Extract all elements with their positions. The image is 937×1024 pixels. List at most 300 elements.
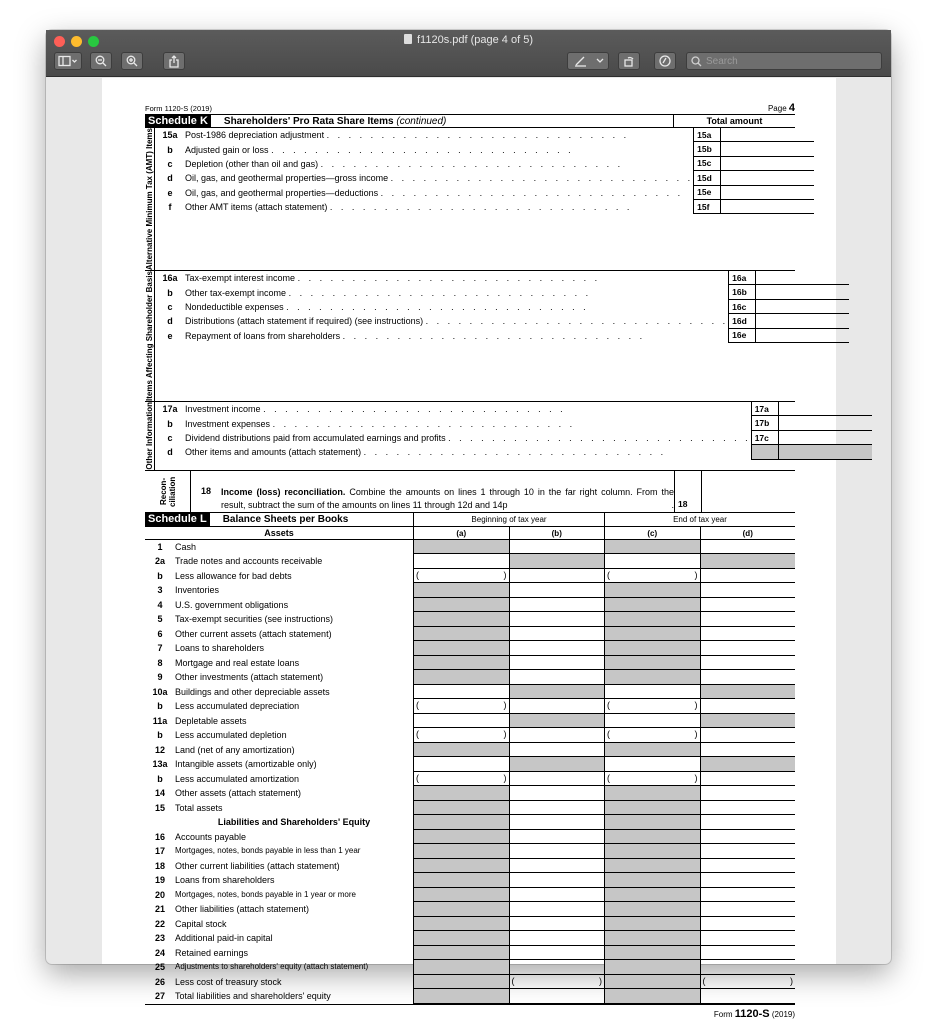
line-description: Less accumulated depreciation xyxy=(175,701,300,712)
col-d-cell xyxy=(700,554,796,569)
document-icon xyxy=(404,34,412,44)
balance-sheet-row xyxy=(145,815,795,830)
col-d-cell[interactable] xyxy=(700,844,796,859)
line-number: 5 xyxy=(157,614,163,625)
zoom-in-icon xyxy=(126,55,138,67)
col-c-cell[interactable] xyxy=(604,757,700,772)
share-button[interactable] xyxy=(163,52,185,70)
rotate-button[interactable] xyxy=(618,52,640,70)
line-description: Liabilities and Shareholders' Equity xyxy=(217,817,371,828)
group-label-text: Items Affecting Shareholder Basis xyxy=(145,271,154,402)
col-c-cell xyxy=(604,627,700,642)
amount-field[interactable] xyxy=(778,402,872,416)
col-d-cell xyxy=(700,714,796,729)
col-c-cell xyxy=(604,989,700,1004)
schedule-k-row xyxy=(155,285,849,299)
col-c-cell xyxy=(604,641,700,656)
form-footer xyxy=(145,1004,795,1020)
col-d-cell[interactable] xyxy=(700,598,796,613)
col-b-cell[interactable] xyxy=(509,801,605,816)
line-number: 18 xyxy=(154,860,165,871)
balance-sheet-row xyxy=(145,714,795,729)
col-b-cell[interactable] xyxy=(509,786,605,801)
col-c-cell xyxy=(604,801,700,816)
col-b-cell xyxy=(509,757,605,772)
col-c-cell xyxy=(604,888,700,903)
balance-sheet-row xyxy=(145,641,795,656)
schedule-k-header xyxy=(145,114,795,128)
balance-sheet-row xyxy=(145,540,795,555)
col-b-cell xyxy=(509,685,605,700)
balance-sheet-row xyxy=(145,902,795,917)
col-a-cell[interactable] xyxy=(413,685,509,700)
line-description: Other current liabilities (attach statement) xyxy=(175,860,340,871)
line-code: 17a xyxy=(751,402,778,416)
line-description-text: Other items and amounts (attach statement) xyxy=(185,447,362,458)
col-b-cell[interactable] xyxy=(509,931,605,946)
col-c-cell xyxy=(604,583,700,598)
sidebar-toggle-button[interactable] xyxy=(54,52,82,70)
line-description: Tax-exempt interest income . . . . . . . . . . . . . . . . . . . . . . . . . . . . xyxy=(185,273,601,284)
col-b-cell[interactable] xyxy=(509,569,605,584)
col-d-cell[interactable] xyxy=(700,989,796,1004)
schedule-l-rows xyxy=(145,540,795,1004)
col-a-cell xyxy=(413,917,509,932)
col-b-cell[interactable] xyxy=(509,743,605,758)
line-description: Other liabilities (attach statement) xyxy=(175,904,310,915)
col-b-cell[interactable] xyxy=(509,989,605,1004)
col-c-cell xyxy=(604,598,700,613)
line-description: Mortgages, notes, bonds payable in 1 year or more xyxy=(175,889,356,899)
pdf-page xyxy=(102,78,836,1020)
col-c-cell xyxy=(604,960,700,975)
col-d-cell[interactable] xyxy=(700,830,796,845)
col-d-cell[interactable] xyxy=(700,583,796,598)
line-description: Oil, gas, and geothermal properties—gross income . . . . . . . . . . . . . . . . . . . . . . . . . . . . xyxy=(185,173,694,184)
col-d-cell[interactable] xyxy=(700,699,796,714)
line-number: e xyxy=(167,187,173,198)
col-a-cell xyxy=(413,873,509,888)
page-number: 4 xyxy=(788,102,795,114)
col-d-cell[interactable] xyxy=(700,786,796,801)
line-number: c xyxy=(167,302,173,313)
col-d-cell[interactable] xyxy=(700,902,796,917)
line-number: b xyxy=(167,144,173,155)
amount-field[interactable] xyxy=(755,285,849,299)
col-b-cell[interactable] xyxy=(509,902,605,917)
line-number: 17a xyxy=(162,404,178,415)
balance-sheet-row xyxy=(145,656,795,671)
line-number: d xyxy=(167,447,173,458)
col-c-cell xyxy=(604,844,700,859)
amount-field[interactable] xyxy=(720,171,814,185)
col-a-cell xyxy=(413,815,509,830)
line-code: 15b xyxy=(693,142,720,156)
col-c-cell xyxy=(604,670,700,685)
line-description: Adjusted gain or loss . . . . . . . . . . . . . . . . . . . . . . . . . . . . xyxy=(185,144,574,155)
window-title xyxy=(46,34,891,46)
col-b-cell[interactable] xyxy=(509,670,605,685)
col-a-cell[interactable] xyxy=(413,728,509,743)
col-a-cell xyxy=(413,540,509,555)
col-a-cell xyxy=(413,801,509,816)
col-b-cell[interactable] xyxy=(509,975,605,990)
col-d-cell[interactable] xyxy=(700,917,796,932)
line-description: Post-1986 depreciation adjustment . . . . . . . . . . . . . . . . . . . . . . . . . . . . xyxy=(185,130,630,141)
balance-sheet-row xyxy=(145,743,795,758)
col-a-cell xyxy=(413,786,509,801)
line-code: 17b xyxy=(751,416,778,430)
balance-sheet-row xyxy=(145,989,795,1004)
col-b-cell[interactable] xyxy=(509,641,605,656)
line-number: 13a xyxy=(152,759,168,770)
balance-sheet-row xyxy=(145,670,795,685)
balance-sheet-row xyxy=(145,554,795,569)
col-a-cell xyxy=(413,743,509,758)
amount-field[interactable] xyxy=(755,314,849,328)
col-d-cell[interactable] xyxy=(700,815,796,830)
line-number: 20 xyxy=(154,889,165,900)
line-description-text: Other AMT items (attach statement) xyxy=(185,202,328,213)
amount-field[interactable] xyxy=(755,329,849,343)
col-c-cell xyxy=(604,830,700,845)
line-number: 3 xyxy=(157,585,163,596)
line-code: 15e xyxy=(693,186,720,200)
balance-sheet-row xyxy=(145,917,795,932)
line-description: Intangible assets (amortizable only) xyxy=(175,759,317,770)
line-description-text: Tax-exempt interest income xyxy=(185,273,296,284)
amount-field[interactable] xyxy=(755,271,849,285)
col-d-cell[interactable] xyxy=(700,641,796,656)
reconciliation-amount-field[interactable] xyxy=(701,471,795,512)
col-b-cell[interactable] xyxy=(509,859,605,874)
amount-field[interactable] xyxy=(720,142,814,156)
line-number: f xyxy=(168,202,172,213)
col-a-cell[interactable] xyxy=(413,699,509,714)
line-description: Depletion (other than oil and gas) . . . . . . . . . . . . . . . . . . . . . . . . . . . . xyxy=(185,158,624,169)
col-c-cell[interactable] xyxy=(604,685,700,700)
col-c-cell[interactable] xyxy=(604,554,700,569)
line-description-text: Other tax-exempt income xyxy=(185,287,287,298)
line-description: Other current assets (attach statement) xyxy=(175,628,332,639)
col-a-cell xyxy=(413,830,509,845)
col-b-cell[interactable] xyxy=(509,888,605,903)
col-a-cell[interactable] xyxy=(413,714,509,729)
schedule-k-title xyxy=(211,116,673,127)
line-description: Loans from shareholders xyxy=(175,875,275,886)
line-code: 16e xyxy=(728,329,755,343)
amount-field[interactable] xyxy=(720,128,814,142)
col-b-cell[interactable] xyxy=(509,844,605,859)
amount-field[interactable] xyxy=(778,431,872,445)
search-field[interactable] xyxy=(686,52,882,70)
line-number: 4 xyxy=(157,599,163,610)
zoom-out-button[interactable] xyxy=(90,52,112,70)
line-description-text: Oil, gas, and geothermal properties—deductions xyxy=(185,187,379,198)
group-label xyxy=(145,271,155,401)
amount-field[interactable] xyxy=(755,300,849,314)
schedule-k-row xyxy=(155,186,814,200)
schedule-k-groups xyxy=(145,128,795,471)
balance-sheet-row xyxy=(145,757,795,772)
col-a-cell xyxy=(413,989,509,1004)
page-indicator xyxy=(768,102,795,114)
line-description-text: Depletion (other than oil and gas) xyxy=(185,158,319,169)
amount-field[interactable] xyxy=(778,416,872,430)
line-code: 16d xyxy=(728,314,755,328)
line-description: Distributions (attach statement if required) (see instructions) . . . . . . . . . . . . . . . . . . . . . . . . . . . . xyxy=(185,316,729,327)
line-description-text: Dividend distributions paid from accumulated earnings and profits xyxy=(185,433,446,444)
col-b-cell[interactable] xyxy=(509,627,605,642)
group-label xyxy=(145,128,155,270)
line-description-text: Post-1986 depreciation adjustment xyxy=(185,130,325,141)
balance-sheet-row xyxy=(145,946,795,961)
line-number: 26 xyxy=(154,976,165,987)
end-of-year-header: End of tax year xyxy=(604,513,795,526)
line-code: 17c xyxy=(751,431,778,445)
col-d-cell[interactable] xyxy=(700,960,796,975)
col-b-cell[interactable] xyxy=(509,699,605,714)
line-description-text: Investment income xyxy=(185,404,261,415)
footer-prefix: Form xyxy=(713,1009,733,1019)
col-a-header: (a) xyxy=(413,527,509,539)
line-number: 17 xyxy=(154,846,165,857)
col-b-cell[interactable] xyxy=(509,583,605,598)
line-number: 16a xyxy=(162,273,178,284)
col-a-cell xyxy=(413,859,509,874)
balance-sheet-row xyxy=(145,975,795,990)
group-label-text: Alternative Minimum Tax (AMT) Items xyxy=(145,128,154,271)
col-c-cell[interactable] xyxy=(604,714,700,729)
col-d-cell[interactable] xyxy=(700,627,796,642)
line-number: 1 xyxy=(157,541,163,552)
page-label: Page xyxy=(767,104,787,113)
line-number: 2a xyxy=(154,556,165,567)
col-d-cell[interactable] xyxy=(700,612,796,627)
col-d-cell[interactable] xyxy=(700,975,796,990)
line-code: 16c xyxy=(728,300,755,314)
line-description: Other tax-exempt income . . . . . . . . . . . . . . . . . . . . . . . . . . . . xyxy=(185,287,592,298)
col-c-cell[interactable] xyxy=(604,569,700,584)
col-b-cell[interactable] xyxy=(509,815,605,830)
preview-window xyxy=(46,30,891,1020)
line-number: 24 xyxy=(154,947,165,958)
col-b-cell[interactable] xyxy=(509,540,605,555)
form-header-left: Form 1120-S (2019) xyxy=(145,104,212,113)
schedule-k-row xyxy=(155,171,814,185)
reconciliation-row xyxy=(145,471,795,513)
col-b-cell[interactable] xyxy=(509,772,605,787)
col-d-cell[interactable] xyxy=(700,743,796,758)
line-description: Adjustments to shareholders' equity (attach statement) xyxy=(175,962,369,972)
balance-sheet-row xyxy=(145,830,795,845)
balance-sheet-row xyxy=(145,801,795,816)
col-d-cell[interactable] xyxy=(700,873,796,888)
schedule-k-row xyxy=(155,142,814,156)
col-c-cell[interactable] xyxy=(604,699,700,714)
balance-sheet-row xyxy=(145,583,795,598)
chevron-down-icon xyxy=(596,58,604,64)
balance-sheet-row xyxy=(145,699,795,714)
line-description: Oil, gas, and geothermal properties—deductions . . . . . . . . . . . . . . . . . . . . . . . . . . . . xyxy=(185,187,684,198)
col-b-cell xyxy=(509,554,605,569)
schedule-k-row xyxy=(155,200,814,214)
col-d-cell xyxy=(700,757,796,772)
balance-sheet-row xyxy=(145,888,795,903)
col-d-cell[interactable] xyxy=(700,931,796,946)
col-a-cell[interactable] xyxy=(413,554,509,569)
line-number: 9 xyxy=(157,672,163,683)
col-b-header: (b) xyxy=(509,527,605,539)
schedule-k-title-suffix: (continued) xyxy=(396,115,447,127)
col-b-cell[interactable] xyxy=(509,656,605,671)
line-number: e xyxy=(167,330,173,341)
line-number: 16 xyxy=(154,831,165,842)
balance-sheet-row xyxy=(145,569,795,584)
col-b-cell[interactable] xyxy=(509,728,605,743)
line-code xyxy=(751,445,778,459)
line-number: b xyxy=(157,730,163,741)
col-a-cell xyxy=(413,960,509,975)
schedule-k-row xyxy=(155,329,849,343)
col-d-cell[interactable] xyxy=(700,946,796,961)
col-b-cell xyxy=(509,714,605,729)
total-amount-header: Total amount xyxy=(673,114,795,128)
amount-field[interactable] xyxy=(720,157,814,171)
col-d-cell[interactable] xyxy=(700,540,796,555)
col-d-cell[interactable] xyxy=(700,569,796,584)
line-description: Mortgages, notes, bonds payable in less than 1 year xyxy=(175,846,361,856)
col-c-cell xyxy=(604,656,700,671)
balance-sheet-row xyxy=(145,960,795,975)
line-number: 23 xyxy=(154,933,165,944)
balance-sheet-row xyxy=(145,859,795,874)
line-description: Additional paid-in capital xyxy=(175,933,273,944)
schedule-k-row xyxy=(155,300,849,314)
balance-sheet-row xyxy=(145,728,795,743)
line-number: 6 xyxy=(157,628,163,639)
col-d-cell[interactable] xyxy=(700,728,796,743)
reconciliation-body: Combine the amounts on lines 1 through 10 in the far right column. From the result, subtract the sum of the amounts on lines 11 through 12d and 14p xyxy=(221,486,674,510)
annotate-button[interactable] xyxy=(654,52,676,70)
col-a-cell xyxy=(413,975,509,990)
col-d-cell[interactable] xyxy=(700,888,796,903)
col-b-cell[interactable] xyxy=(509,917,605,932)
line-description: Other assets (attach statement) xyxy=(175,788,302,799)
line-description: Nondeductible expenses . . . . . . . . . . . . . . . . . . . . . . . . . . . . xyxy=(185,302,589,313)
line-description: Tax-exempt securities (see instructions) xyxy=(175,614,334,625)
zoom-in-button[interactable] xyxy=(121,52,143,70)
col-d-cell[interactable] xyxy=(700,859,796,874)
zoom-out-icon xyxy=(95,55,107,67)
line-description: Depletable assets xyxy=(175,715,247,726)
line-number: 10a xyxy=(152,686,168,697)
line-description-text: Repayment of loans from shareholders xyxy=(185,330,341,341)
line-description: Capital stock xyxy=(175,918,227,929)
reconciliation-text: Income (loss) reconciliation. Combine the amounts on lines 1 through 10 in the far right column. From the result, subtract the sum of the amounts on lines 11 through 12d and 14p . xyxy=(221,486,674,510)
col-b-cell[interactable] xyxy=(509,873,605,888)
col-a-cell[interactable] xyxy=(413,569,509,584)
col-b-cell[interactable] xyxy=(509,598,605,613)
line-number: 25 xyxy=(154,962,165,973)
line-number: c xyxy=(167,158,173,169)
col-b-cell[interactable] xyxy=(509,612,605,627)
line-description: Repayment of loans from shareholders . . . . . . . . . . . . . . . . . . . . . . . . . . . . xyxy=(185,330,646,341)
line-number: 27 xyxy=(154,991,165,1002)
col-b-cell[interactable] xyxy=(509,830,605,845)
line-number: 7 xyxy=(157,643,163,654)
line-number: 12 xyxy=(154,744,165,755)
line-description: Inventories xyxy=(175,585,220,596)
schedule-l-col-groups xyxy=(413,513,795,526)
line-number: 14 xyxy=(154,788,165,799)
col-a-cell xyxy=(413,931,509,946)
sidebar-icon xyxy=(58,55,78,67)
balance-sheet-row xyxy=(145,873,795,888)
group-label xyxy=(145,402,155,470)
col-c-cell xyxy=(604,540,700,555)
line-number: 19 xyxy=(154,875,165,886)
amount-field[interactable] xyxy=(720,186,814,200)
line-number: b xyxy=(167,287,173,298)
col-c-cell xyxy=(604,946,700,961)
col-d-cell[interactable] xyxy=(700,801,796,816)
balance-sheet-row xyxy=(145,786,795,801)
col-c-cell xyxy=(604,815,700,830)
line-number: d xyxy=(167,316,173,327)
schedule-l-title-block xyxy=(145,513,413,526)
line-description: Mortgage and real estate loans xyxy=(175,657,300,668)
line-description: Less cost of treasury stock xyxy=(175,976,282,987)
line-description: Buildings and other depreciable assets xyxy=(175,686,330,697)
col-c-cell[interactable] xyxy=(604,772,700,787)
col-a-cell[interactable] xyxy=(413,772,509,787)
form-header xyxy=(145,102,795,114)
schedule-k-row xyxy=(155,402,872,416)
group-label-text: Other Information xyxy=(145,402,154,470)
col-a-cell xyxy=(413,641,509,656)
line-description-text: Investment expenses xyxy=(185,418,271,429)
line-number: b xyxy=(157,773,163,784)
col-d-cell[interactable] xyxy=(700,670,796,685)
line-description: Dividend distributions paid from accumulated earnings and profits . . . . . . . . . . . . . . . . . . . . . . . . . . . . xyxy=(185,433,751,444)
line-description: Investment income . . . . . . . . . . . . . . . . . . . . . . . . . . . . xyxy=(185,404,566,415)
line-code: 15a xyxy=(693,128,720,142)
markup-button[interactable] xyxy=(567,52,609,70)
line-description: Other AMT items (attach statement) . . . . . . . . . . . . . . . . . . . . . . . . . . . . xyxy=(185,202,633,213)
col-c-cell[interactable] xyxy=(604,728,700,743)
col-d-header: (d) xyxy=(700,527,796,539)
col-d-cell[interactable] xyxy=(700,772,796,787)
schedule-k-tag: Schedule K xyxy=(145,114,211,128)
line-description-text: Oil, gas, and geothermal properties—gross income xyxy=(185,173,389,184)
reconciliation-bold: Income (loss) reconciliation. xyxy=(221,486,346,497)
line-number: 22 xyxy=(154,918,165,929)
col-a-cell xyxy=(413,583,509,598)
col-d-cell[interactable] xyxy=(700,656,796,671)
col-b-cell[interactable] xyxy=(509,960,605,975)
col-a-cell[interactable] xyxy=(413,757,509,772)
line-number: b xyxy=(167,418,173,429)
footer-year: (2019) xyxy=(771,1009,795,1019)
amount-field[interactable] xyxy=(720,200,814,214)
line-number xyxy=(145,815,175,830)
line-description-text: Distributions (attach statement if required) (see instructions) xyxy=(185,316,424,327)
line-code: 16b xyxy=(728,285,755,299)
balance-sheet-row xyxy=(145,612,795,627)
col-b-cell[interactable] xyxy=(509,946,605,961)
col-a-cell xyxy=(413,902,509,917)
